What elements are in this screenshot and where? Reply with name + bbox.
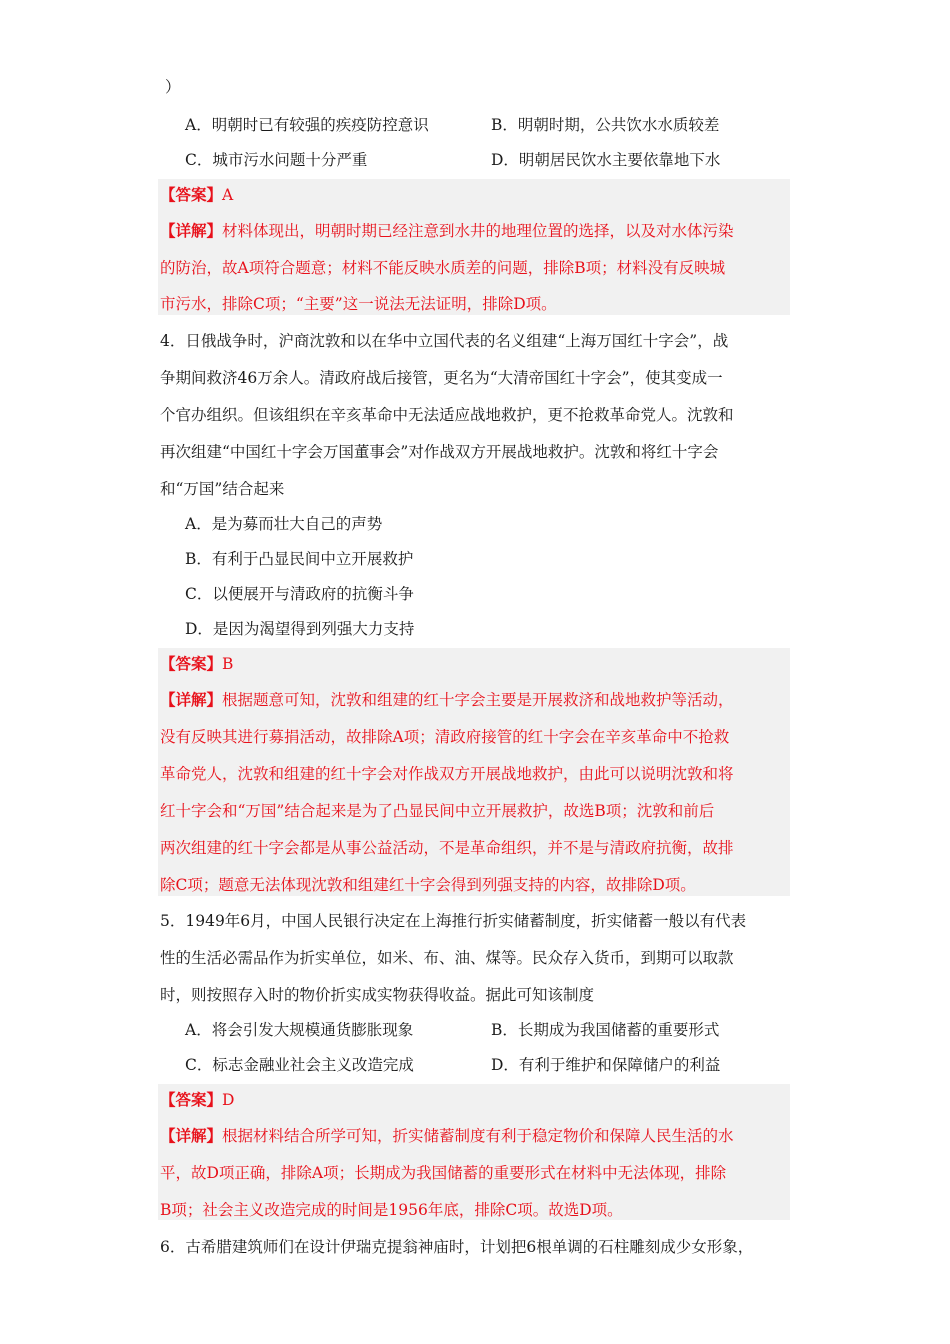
- q3-answer-tag: 【答案】: [160, 185, 223, 204]
- q4-explain-tag: 【详解】: [160, 690, 223, 709]
- q4-option-d: D．是因为渴望得到列强大力支持: [185, 620, 415, 638]
- q5-answer-value: D: [222, 1091, 235, 1109]
- q4-stem-line-3: 个官办组织。但该组织在辛亥革命中无法适应战地救护，更不抢救革命党人。沈敦和: [160, 406, 734, 424]
- q3-option-d: D．明朝居民饮水主要依靠地下水: [491, 151, 721, 169]
- q3-explain-line-3: 市污水，排除C项；“主要”这一说法无法证明，排除D项。: [160, 295, 557, 313]
- q3-answer: [160, 184, 233, 206]
- q3-option-b: B．明朝时期，公共饮水水质较差: [491, 116, 720, 134]
- q4-answer: [160, 653, 233, 675]
- q4-explain-line-2: 没有反映其进行募捐活动，故排除A项；清政府接管的红十字会在辛亥革命中不抢救: [160, 728, 730, 746]
- q3-tail: ）: [165, 78, 181, 96]
- q5-explain-tag: 【详解】: [160, 1126, 223, 1145]
- q4-option-b: B．有利于凸显民间中立开展救护: [185, 550, 414, 568]
- q5-option-a: A．将会引发大规模通货膨胀现象: [185, 1021, 414, 1039]
- q3-option-c: C．城市污水问题十分严重: [185, 151, 368, 169]
- q5-stem-line-2: 性的生活必需品作为折实单位，如米、布、油、煤等。民众存入货币，到期可以取款: [160, 949, 734, 967]
- q5-answer-tag: 【答案】: [160, 1090, 223, 1109]
- q5-answer: [160, 1089, 234, 1111]
- q4-stem-line-2: 争期间救济46万余人。清政府战后接管，更名为“大清帝国红十字会”，使其变成一: [160, 369, 723, 387]
- q4-stem-line-4: 再次组建“中国红十字会万国董事会”对作战双方开展战地救护。沈敦和将红十字会: [160, 443, 719, 461]
- q4-explain-line-4: 红十字会和“万国”结合起来是为了凸显民间中立开展救护，故选B项；沈敦和前后: [160, 802, 715, 820]
- q5-option-d: D．有利于维护和保障储户的利益: [491, 1056, 721, 1074]
- q5-explain-line-1: 【详解】根据材料结合所学可知，折实储蓄制度有利于稳定物价和保障人民生活的水: [160, 1126, 734, 1145]
- q4-option-a: A．是为募而壮大自己的声势: [185, 515, 383, 533]
- q3-answer-value: A: [222, 186, 234, 204]
- q6-stem-line-1: 6．古希腊建筑师们在设计伊瑞克提翁神庙时，计划把6根单调的石柱雕刻成少女形象，: [160, 1238, 754, 1256]
- q4-explain-line-6: 除C项；题意无法体现沈敦和组建红十字会得到列强支持的内容，故排除D项。: [160, 876, 696, 894]
- q4-explain-line-3: 革命党人，沈敦和组建的红十字会对作战双方开展战地救护，由此可以说明沈敦和将: [160, 765, 734, 783]
- q3-explain-line-1: 【详解】材料体现出，明朝时期已经注意到水井的地理位置的选择，以及对水体污染: [160, 221, 734, 240]
- q5-stem-line-1: 5．1949年6月，中国人民银行决定在上海推行折实储蓄制度，折实储蓄一般以有代表: [160, 912, 747, 930]
- q5-stem-line-3: 时，则按照存入时的物价折实成实物获得收益。据此可知该制度: [160, 986, 595, 1004]
- q3-option-a: A．明朝时已有较强的疾疫防控意识: [185, 116, 429, 134]
- q3-explain-tag: 【详解】: [160, 221, 223, 240]
- q5-explain-line-2: 平，故D项正确，排除A项；长期成为我国储蓄的重要形式在材料中无法体现，排除: [160, 1164, 727, 1182]
- q4-explain-line-1: 【详解】根据题意可知，沈敦和组建的红十字会主要是开展救济和战地救护等活动，: [160, 690, 734, 709]
- q4-stem-line-1: 4．日俄战争时，沪商沈敦和以在华中立国代表的名义组建“上海万国红十字会”，战: [160, 332, 729, 350]
- q5-explain-line-3: B项；社会主义改造完成的时间是1956年底，排除C项。故选D项。: [160, 1201, 623, 1219]
- q4-option-c: C．以便展开与清政府的抗衡斗争: [185, 585, 414, 603]
- q5-option-c: C．标志金融业社会主义改造完成: [185, 1056, 414, 1074]
- q4-answer-value: B: [222, 655, 234, 673]
- q5-option-b: B．长期成为我国储蓄的重要形式: [491, 1021, 720, 1039]
- q3-explain-line-2: 的防治，故A项符合题意；材料不能反映水质差的问题，排除B项；材料没有反映城: [160, 259, 726, 277]
- q4-explain-line-5: 两次组建的红十字会都是从事公益活动，不是革命组织，并不是与清政府抗衡，故排: [160, 839, 734, 857]
- q4-answer-tag: 【答案】: [160, 654, 223, 673]
- q4-stem-line-5: 和“万国”结合起来: [160, 480, 285, 498]
